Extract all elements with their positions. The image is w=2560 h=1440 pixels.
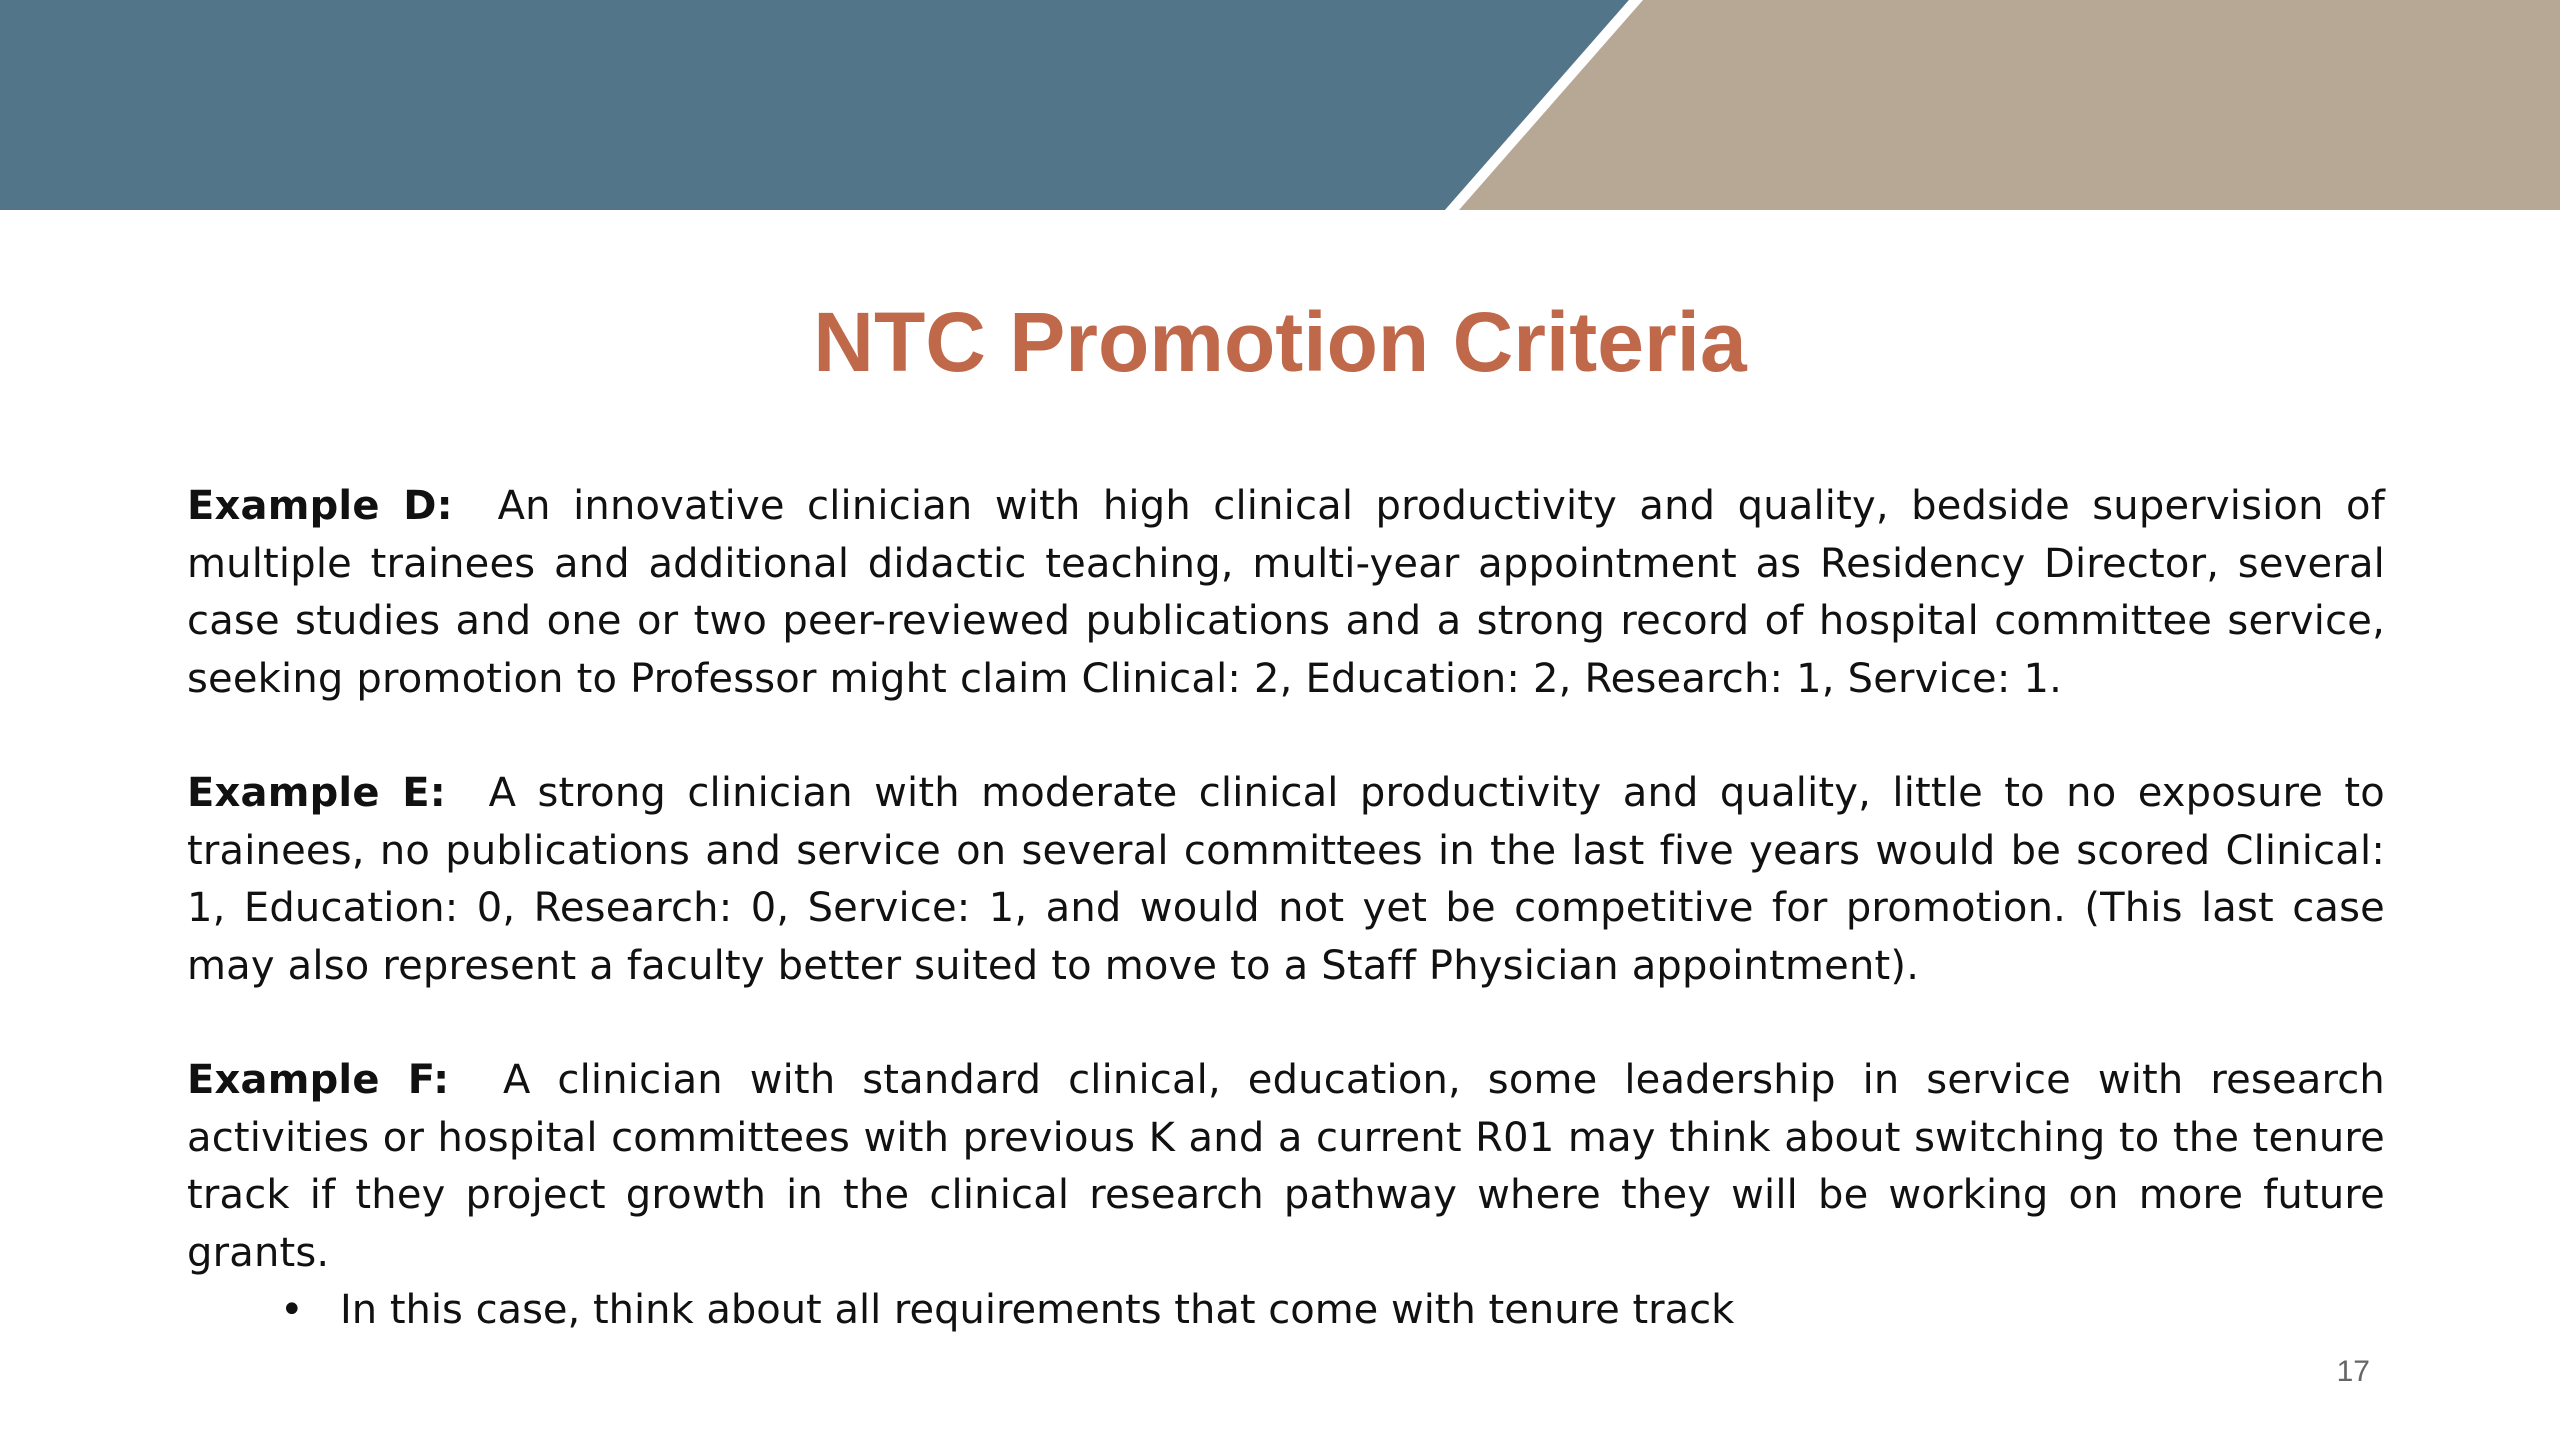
example-e-text: A strong clinician with moderate clinical productivity and quality, little to no exposure to trainees, no publications and service on several committees in the last five years would be scored Clinical: 1, Education: 0, Research: 0, Service: 1, and would not yet be competitive for promotion. (This last case may also represent a faculty better suited to move to a Staff Physician appointment). xyxy=(187,770,2385,989)
example-e-label: Example E: xyxy=(187,770,446,816)
slide-title: NTC Promotion Criteria xyxy=(813,295,1747,389)
example-f-label: Example F: xyxy=(187,1057,450,1103)
header-banner-left xyxy=(0,0,1629,210)
header-banner xyxy=(0,0,2560,210)
slide-content xyxy=(187,478,2385,1340)
page-number: 17 xyxy=(2336,1355,2370,1388)
bullet-text: In this case, think about all requirements that come with tenure track xyxy=(340,1287,1735,1333)
example-f-text: A clinician with standard clinical, education, some leadership in service with research activities or hospital committees with previous K and a current R01 may think about switching to the tenure track if they project growth in the clinical research pathway where they will be working on more future grants. xyxy=(187,1057,2385,1276)
bullet-item xyxy=(280,1282,2385,1340)
example-d-paragraph xyxy=(187,478,2385,708)
example-d-text: An innovative clinician with high clinical productivity and quality, bedside supervision of multiple trainees and additional didactic teaching, multi-year appointment as Residency Director, several case studies and one or two peer-reviewed publications and a strong record of hospital committee service, seeking promotion to Professor might claim Clinical: 2, Education: 2, Research: 1, Service: 1. xyxy=(187,483,2385,702)
example-d-label: Example D: xyxy=(187,483,453,529)
example-f-paragraph xyxy=(187,1052,2385,1282)
example-e-paragraph xyxy=(187,765,2385,995)
bullet-icon: • xyxy=(280,1287,304,1333)
bullet-list xyxy=(187,1282,2385,1340)
